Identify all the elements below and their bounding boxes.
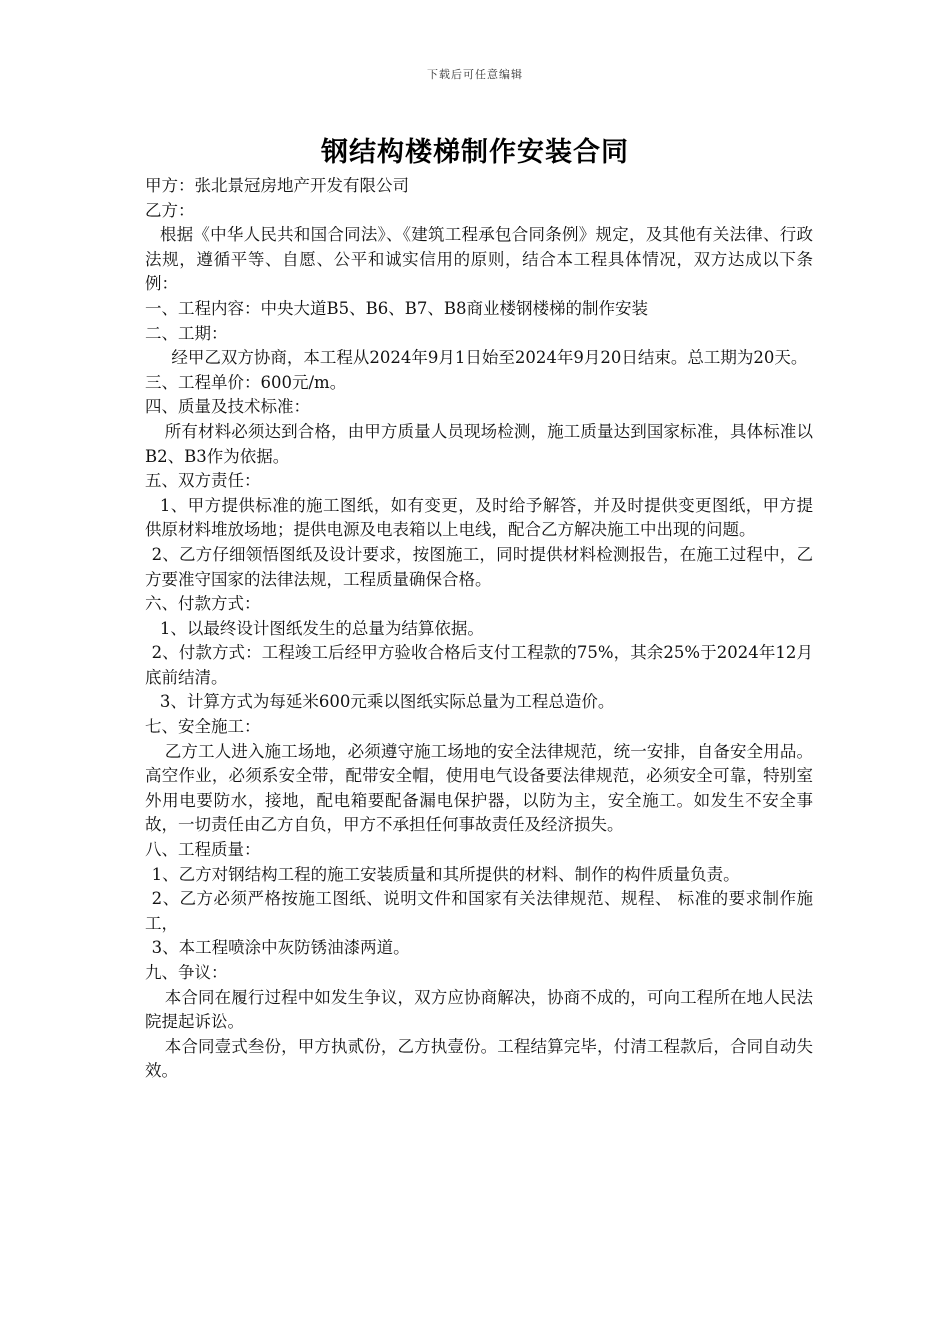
section-5-item-2: 2、乙方仔细领悟图纸及设计要求，按图施工，同时提供材料检测报告，在施工过程中，乙方要准守国家的法律法规，工程质量确保合格。 bbox=[145, 544, 813, 589]
section-8-item-2: 2、乙方必须严格按施工图纸、说明文件和国家有关法律规范、规程、 标准的要求制作施工， bbox=[145, 889, 813, 933]
section-8-item-3: 3、本工程喷涂中灰防锈油漆两道。 bbox=[151, 938, 410, 958]
section-6-item-3: 3、计算方式为每延米600元乘以图纸实际总量为工程总造价。 bbox=[159, 692, 615, 712]
section-5-heading: 五、双方责任： bbox=[145, 471, 261, 491]
party-b-line: 乙方： bbox=[145, 200, 195, 220]
header-note: 下载后可任意编辑 bbox=[427, 68, 523, 81]
section-9-body: 本合同在履行过程中如发生争议，双方应协商解决，协商不成的，可向工程所在地人民法院提起诉讼。 bbox=[145, 987, 813, 1032]
section-2-body: 经甲乙双方协商，本工程从2024年9月1日始至2024年9月20日结束。总工期为20天。 bbox=[171, 348, 808, 368]
section-6-item-2: 2、付款方式：工程竣工后经甲方验收合格后支付工程款的75%，其余25%于2024年12月底前结清。 bbox=[145, 643, 813, 687]
section-6-item-1: 1、以最终设计图纸发生的总量为结算依据。 bbox=[159, 618, 484, 638]
closing-paragraph: 本合同壹式叁份，甲方执贰份，乙方执壹份。工程结算完毕，付清工程款后，合同自动失效。 bbox=[145, 1036, 813, 1081]
section-3-unit-price: 三、工程单价：600元/m。 bbox=[145, 372, 347, 392]
section-1-scope: 一、工程内容：中央大道B5、B6、B7、B8商业楼钢楼梯的制作安装 bbox=[145, 298, 648, 318]
section-4-body: 所有材料必须达到合格，由甲方质量人员现场检测，施工质量达到国家标准，具体标准以B2、B3作为依据。 bbox=[145, 421, 813, 466]
section-2-heading: 二、工期： bbox=[145, 323, 228, 343]
section-9-heading: 九、争议： bbox=[145, 963, 228, 982]
preamble-paragraph: 根据《中华人民共和国合同法》、《建筑工程承包合同条例》规定，及其他有关法律、行政法规，遵循平等、自愿、公平和诚实信用的原则，结合本工程具体情况，双方达成以下条例： bbox=[145, 225, 813, 294]
section-7-heading: 七、安全施工： bbox=[145, 717, 261, 737]
contract-body bbox=[145, 174, 813, 1084]
section-8-heading: 八、工程质量： bbox=[145, 840, 261, 860]
section-4-heading: 四、质量及技术标准： bbox=[145, 397, 310, 417]
document-title: 钢结构楼梯制作安装合同 bbox=[321, 137, 629, 168]
party-a-line: 甲方：张北景冠房地产开发有限公司 bbox=[145, 176, 409, 195]
section-8-item-1: 1、乙方对钢结构工程的施工安装质量和其所提供的材料、制作的构件质量负责。 bbox=[151, 864, 740, 884]
section-6-heading: 六、付款方式： bbox=[145, 594, 261, 614]
section-7-body: 乙方工人进入施工场地，必须遵守施工场地的安全法律规范，统一安排，自备安全用品。高空作业，必须系安全带，配带安全帽，使用电气设备要法律规范，必须安全可靠，特别室外用电要防水，接地，配电箱要配备漏电保护器，以防为主，安全施工。如发生不安全事故，一切责任由乙方自负，甲方不承担任何事故责任及经济损失。 bbox=[145, 741, 813, 835]
section-5-item-1: 1、甲方提供标准的施工图纸，如有变更，及时给予解答，并及时提供变更图纸，甲方提供原材料堆放场地；提供电源及电表箱以上电线，配合乙方解决施工中出现的问题。 bbox=[145, 495, 813, 540]
